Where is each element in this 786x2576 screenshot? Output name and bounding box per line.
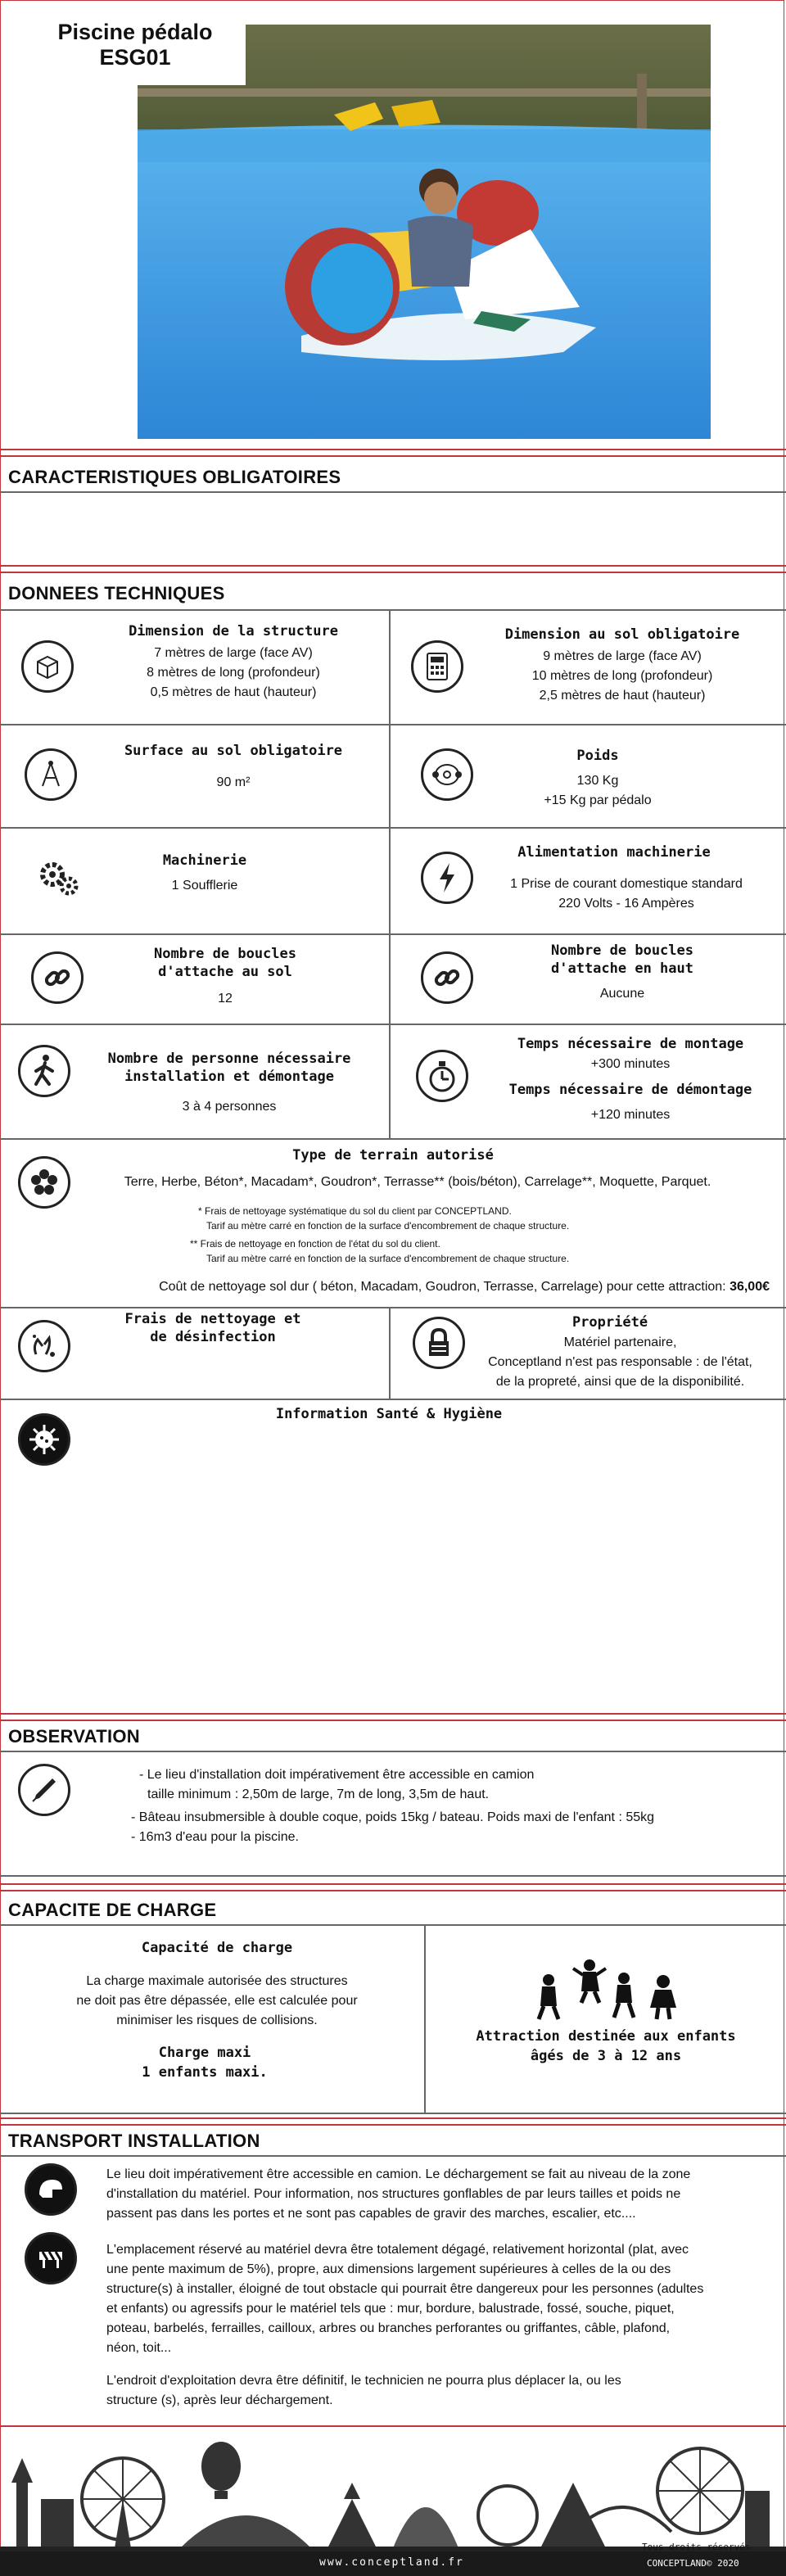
divider — [0, 491, 786, 493]
terrain-note: ** Frais de nettoyage en fonction de l'état du sol du client. — [190, 1238, 440, 1250]
personnes-title: Nombre de personne nécessaire — [107, 1051, 351, 1067]
sante-title: Information Santé & Hygiène — [275, 1406, 503, 1422]
section-title-observation: OBSERVATION — [8, 1726, 140, 1747]
demontage-value: +120 minutes — [590, 1108, 671, 1122]
poids-title: Poids — [576, 748, 619, 764]
footer-rights: Tous droits réservés — [642, 2542, 751, 2552]
surface-title: Surface au sol obligatoire — [124, 743, 343, 759]
product-code: ESG01 — [99, 45, 171, 70]
poids-line: 130 Kg — [576, 774, 619, 788]
observation-line: - 16m3 d'eau pour la piscine. — [131, 1830, 299, 1844]
virus-icon — [18, 1413, 70, 1466]
transport-text: une pente maximum de 5%), propre, aux dimensions largement supérieures à celles de la ou des — [106, 2262, 671, 2276]
hands-washing-icon — [18, 1320, 70, 1372]
capacite-title: Capacité de charge — [141, 1940, 293, 1956]
dimension-sol-title: Dimension au sol obligatoire — [504, 626, 740, 643]
children-icon — [524, 1957, 688, 2027]
divider — [0, 2117, 786, 2119]
divider — [0, 2425, 786, 2427]
propriete-title: Propriété — [571, 1314, 648, 1331]
transport-text: poteau, barbelés, ferrailles, cailloux, arbres ou branches perforantes ou griffantes, câble, plafond, — [106, 2321, 671, 2335]
chain-link-icon — [31, 951, 84, 1004]
pen-icon — [18, 1764, 70, 1816]
footer-skyline — [0, 2434, 786, 2556]
walking-person-icon — [18, 1045, 70, 1097]
terrain-cost-text: Coût de nettoyage sol dur ( béton, Macadam, Goudron, Terrasse, Carrelage) pour cette attraction: — [159, 1280, 730, 1294]
propriete-line: Matériel partenaire, — [563, 1335, 677, 1349]
calculator-icon — [411, 640, 463, 693]
divider — [0, 1924, 786, 1926]
boucles-haut-value: Aucune — [599, 987, 645, 1001]
capacite-text: ne doit pas être dépassée, elle est calculée pour — [76, 1994, 358, 2008]
title-box — [25, 16, 246, 85]
montage-value: +300 minutes — [590, 1057, 671, 1071]
grid-divider — [0, 1024, 786, 1025]
machinerie-value: 1 Soufflerie — [171, 879, 238, 893]
demontage-title: Temps nécessaire de démontage — [508, 1082, 752, 1098]
terrain-note: * Frais de nettoyage systématique du sol du client par CONCEPTLAND. — [198, 1205, 512, 1217]
divider — [0, 1720, 786, 1721]
alimentation-line: 1 Prise de courant domestique standard — [510, 877, 743, 891]
gears-icon — [36, 855, 82, 905]
padlock-icon — [413, 1317, 465, 1369]
transport-text: Le lieu doit impérativement être accessible en camion. Le déchargement se fait au niveau de la zone — [106, 2167, 691, 2181]
grid-divider — [0, 1307, 786, 1308]
terrain-cost — [49, 1277, 770, 1297]
frais-title: Frais de nettoyage et — [124, 1311, 301, 1327]
terrain-note: Tarif au mètre carré en fonction de la surface d'encombrement de chaque structure. — [206, 1220, 570, 1232]
frais-title: de désinfection — [150, 1329, 276, 1345]
footer-website-link[interactable]: www.conceptland.fr — [319, 2556, 464, 2569]
dimension-structure-title: Dimension de la structure — [129, 623, 338, 639]
divider — [0, 455, 786, 457]
section-title-capacite: CAPACITE DE CHARGE — [8, 1900, 217, 1920]
stopwatch-icon — [416, 1050, 468, 1102]
terrain-title: Type de terrain autorisé — [292, 1147, 494, 1164]
transport-text: passent pas dans les portes et ne sont pas capables de gravir des marches, escalier, etc.... — [106, 2207, 636, 2221]
divider — [0, 609, 786, 611]
divider — [0, 2124, 786, 2126]
machinerie-title: Machinerie — [162, 852, 247, 869]
boucles-haut-title: d'attache en haut — [551, 960, 693, 977]
boucles-sol-title: Nombre de boucles — [154, 946, 296, 962]
helmet-icon — [25, 2163, 77, 2216]
boucles-sol-value: 12 — [218, 992, 233, 1006]
weight-icon — [421, 748, 473, 801]
divider — [0, 565, 786, 567]
observation-line: - Bâteau insubmersible à double coque, poids 15kg / bateau. Poids maxi de l'enfant : 55kg — [131, 1810, 655, 1824]
observation-line: - Le lieu d'installation doit impérativement être accessible en camion — [139, 1768, 535, 1782]
terrain-note: Tarif au mètre carré en fonction de la surface d'encombrement de chaque structure. — [206, 1253, 570, 1264]
boucles-sol-title: d'attache au sol — [158, 964, 292, 980]
divider — [0, 1713, 786, 1715]
transport-text: d'installation du matériel. Pour information, nos structures gonflables de par leurs tailles et poids ne — [106, 2187, 681, 2201]
attraction-age: Attraction destinée aux enfants — [476, 2028, 736, 2045]
surface-value: 90 m² — [216, 775, 251, 789]
divider — [0, 1890, 786, 1891]
charge-maxi-label: Charge maxi — [158, 2045, 251, 2061]
grid-divider — [0, 827, 786, 829]
divider — [0, 572, 786, 573]
alimentation-title: Alimentation machinerie — [517, 844, 711, 861]
section-title-caracteristiques: CARACTERISTIQUES OBLIGATOIRES — [8, 467, 341, 487]
dimension-sol-line: 2,5 mètres de haut (hauteur) — [539, 689, 706, 703]
grid-divider — [389, 1307, 391, 1399]
construction-barrier-icon — [25, 2232, 77, 2285]
personnes-value: 3 à 4 personnes — [182, 1100, 277, 1114]
cube-icon — [21, 640, 74, 693]
dimension-sol-line: 10 mètres de long (profondeur) — [531, 669, 713, 683]
grid-divider — [0, 933, 786, 935]
alimentation-line: 220 Volts - 16 Ampères — [558, 897, 694, 911]
page-title: Piscine pédalo — [57, 20, 213, 44]
transport-text: structure(s) à installer, éloigné de tout obstacle qui pourrait être dangereux pour les personnes (adultes — [106, 2282, 704, 2296]
poids-line: +15 Kg par pédalo — [544, 793, 652, 807]
transport-text: néon, toit... — [106, 2341, 172, 2355]
observation-line: taille minimum : 2,50m de large, 7m de long, 3,5m de haut. — [147, 1787, 490, 1801]
section-title-transport: TRANSPORT INSTALLATION — [8, 2131, 260, 2151]
propriete-line: de la propreté, ainsi que de la disponibilité. — [495, 1375, 745, 1389]
grid-divider — [0, 1138, 786, 1140]
boucles-haut-title: Nombre de boucles — [551, 942, 693, 959]
transport-text: et enfants) ou agressifs pour le matériel tels que : mur, bordure, balustrade, fossé, souche, piquet, — [106, 2302, 675, 2316]
divider — [0, 1875, 786, 1877]
grid-divider — [424, 1924, 426, 2113]
grid-divider — [0, 1399, 786, 1400]
personnes-title: installation et démontage — [124, 1069, 334, 1085]
capacite-text: minimiser les risques de collisions. — [116, 2013, 318, 2027]
divider — [0, 449, 786, 450]
attraction-age: âgés de 3 à 12 ans — [530, 2048, 682, 2064]
propriete-line: Conceptland n'est pas responsable : de l'état, — [488, 1355, 752, 1369]
terrain-list: Terre, Herbe, Béton*, Macadam*, Goudron*, Terrasse** (bois/béton), Carrelage**, Moquette, Parquet. — [124, 1175, 711, 1189]
footer-copyright: CONCEPTLAND© 2020 — [647, 2558, 739, 2569]
divider — [0, 1751, 786, 1752]
divider — [0, 2155, 786, 2157]
divider — [0, 2113, 786, 2114]
section-title-donnees: DONNEES TECHNIQUES — [8, 583, 225, 603]
charge-maxi-value: 1 enfants maxi. — [142, 2064, 268, 2081]
terrain-cost-value: 36,00€ — [730, 1280, 770, 1294]
compass-icon — [25, 748, 77, 801]
grid-divider — [0, 724, 786, 725]
dimension-structure-line: 7 mètres de large (face AV) — [154, 646, 313, 660]
lightning-icon — [421, 852, 473, 904]
transport-text: structure (s), après leur déchargement. — [106, 2393, 333, 2407]
grid-divider — [389, 609, 391, 1138]
transport-text: L'emplacement réservé au matériel devra être totalement dégagé, relativement horizontal (plat, avec — [106, 2243, 689, 2257]
divider — [0, 1883, 786, 1885]
dimension-sol-line: 9 mètres de large (face AV) — [543, 649, 702, 663]
capacite-text: La charge maximale autorisée des structures — [86, 1974, 348, 1988]
dimension-structure-line: 0,5 mètres de haut (hauteur) — [150, 685, 317, 699]
transport-text: L'endroit d'exploitation devra être définitif, le technicien ne pourra plus déplacer la, ou les — [106, 2374, 621, 2388]
chain-link-icon — [421, 951, 473, 1004]
dimension-structure-line: 8 mètres de long (profondeur) — [147, 666, 320, 680]
montage-title: Temps nécessaire de montage — [517, 1036, 744, 1052]
product-photo — [138, 25, 711, 439]
